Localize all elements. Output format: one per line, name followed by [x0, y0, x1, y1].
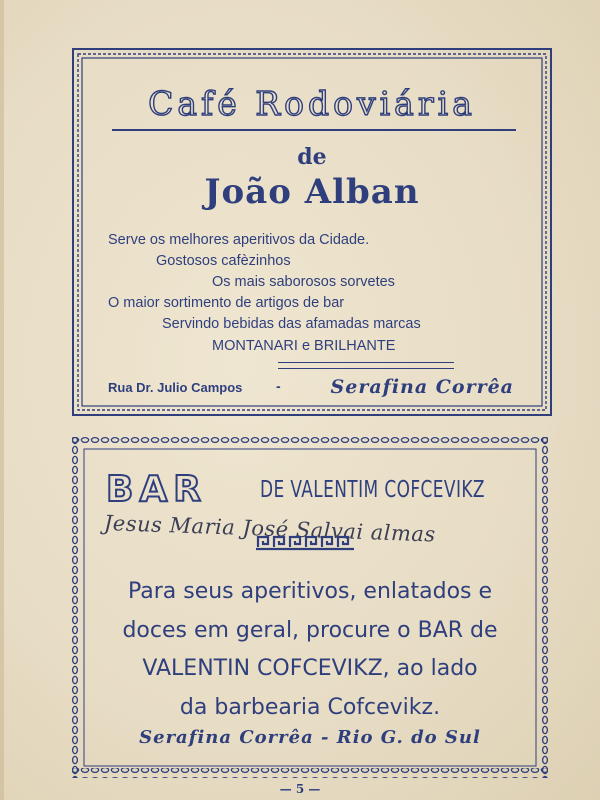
page-number: — 5 — [279, 782, 321, 796]
owner-name: João Alban [204, 172, 420, 212]
city-name: Serafina Corrêa [330, 376, 514, 398]
street-address: Rua Dr. Julio Campos [108, 380, 243, 395]
body-line-3: VALENTIN COFCEVIKZ, ao lado [142, 656, 478, 681]
de-word: de [297, 144, 327, 170]
bar-owner-heading: DE VALENTIM COFCEVIKZ [260, 477, 485, 503]
cafe-title: Café Rodoviária [148, 84, 476, 123]
ad-cafe-rodoviaria [72, 48, 552, 416]
greek-key-ornament [256, 533, 356, 551]
ad-line-2: Gostosos cafèzinhos [156, 253, 291, 269]
page-edge-shadow [0, 0, 4, 800]
double-rule [278, 362, 454, 369]
ad-bar-valentim [70, 435, 550, 780]
bar-heading: BAR [106, 469, 208, 510]
ad-line-6: MONTANARI e BRILHANTE [212, 338, 396, 354]
separator-dash: - [276, 378, 281, 394]
handwritten-inscription: Jesus Maria José Salvai almas [103, 511, 437, 547]
body-line-2: doces em geral, procure o BAR de [122, 617, 498, 643]
bar-footer-location: Serafina Corrêa - Rio G. do Sul [139, 727, 481, 748]
ad-line-3: Os mais saborosos sorvetes [212, 274, 395, 290]
body-line-4: da barbearia Cofcevikz. [179, 694, 441, 720]
ad-line-1: Serve os melhores aperitivos da Cidade. [108, 232, 370, 248]
ad-line-5: Servindo bebidas das afamadas marcas [162, 316, 421, 332]
body-line-1: Para seus aperitivos, enlatados e [127, 579, 493, 604]
bar-description [70, 573, 550, 727]
ad-line-4: O maior sortimento de artigos de bar [108, 295, 345, 311]
title-underline [112, 129, 516, 131]
